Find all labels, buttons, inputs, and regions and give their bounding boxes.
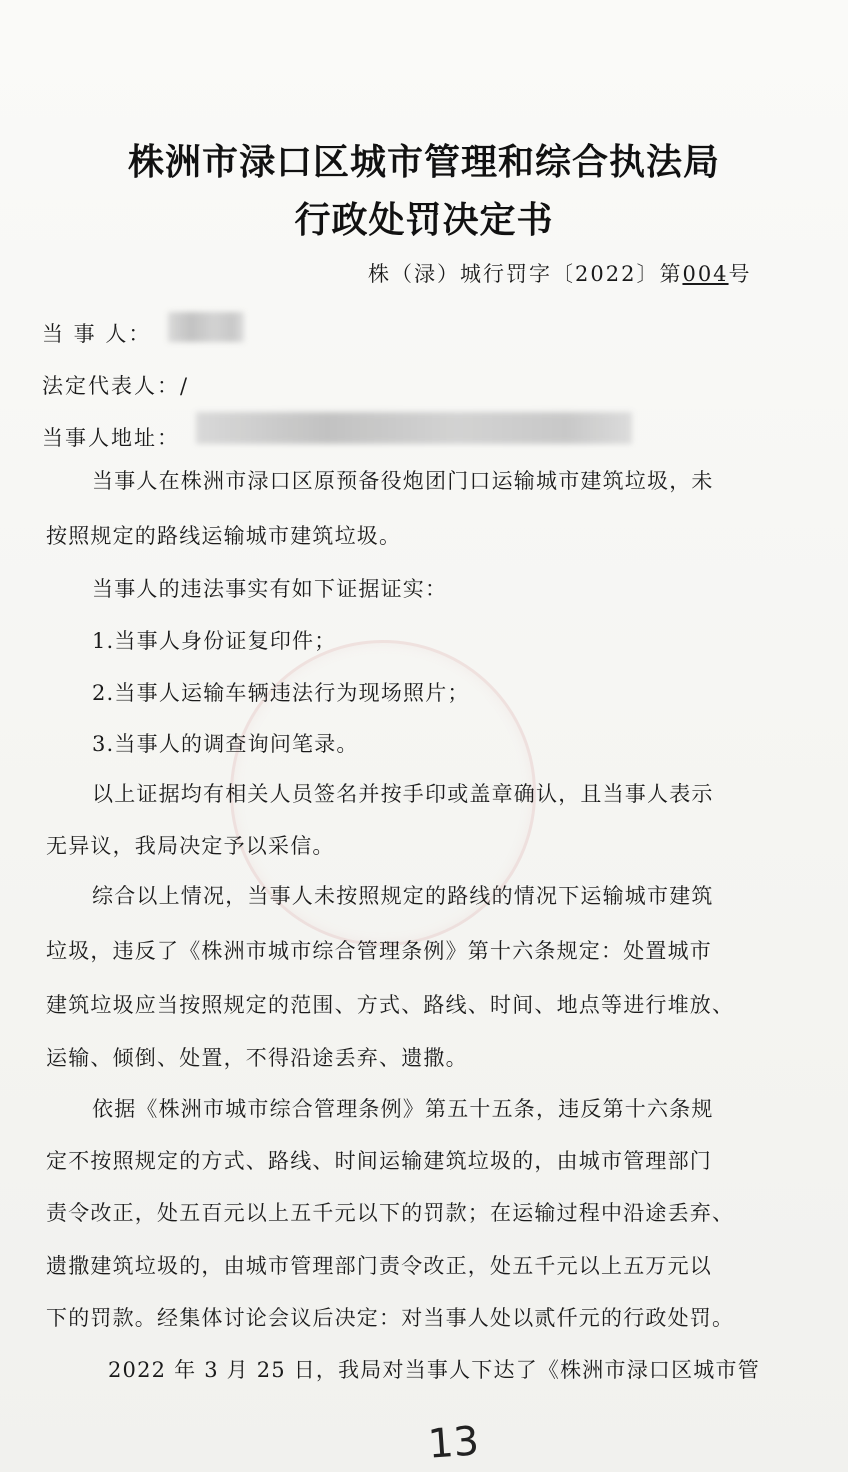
body-line: 以上证据均有相关人员签名并按手印或盖章确认，且当事人表示	[92, 782, 714, 806]
party-address-redacted	[196, 412, 632, 444]
body-line: 依据《株洲市城市综合管理条例》第五十五条，违反第十六条规	[92, 1097, 714, 1121]
party-name-redacted	[168, 312, 244, 342]
body-line: 综合以上情况，当事人未按照规定的路线的情况下运输城市建筑	[92, 884, 714, 908]
body-line: 定不按照规定的方式、路线、时间运输建筑垃圾的，由城市管理部门	[46, 1149, 712, 1173]
body-line: 3.当事人的调查询问笔录。	[92, 732, 359, 756]
body-line: 按照规定的路线运输城市建筑垃圾。	[46, 524, 402, 548]
body-line: 当事人在株洲市渌口区原预备役炮团门口运输城市建筑垃圾，未	[92, 469, 714, 493]
document-number	[368, 258, 752, 288]
body-line: 无异议，我局决定予以采信。	[46, 834, 335, 858]
body-line: 垃圾，违反了《株洲市城市综合管理条例》第十六条规定：处置城市	[46, 939, 712, 963]
legal-rep-value: /	[180, 374, 188, 398]
party-label: 当 事 人：	[42, 322, 152, 346]
party-field	[42, 318, 151, 348]
body-line: 2.当事人运输车辆违法行为现场照片；	[92, 681, 470, 705]
body-line: 1.当事人身份证复印件；	[92, 629, 337, 653]
body-line: 下的罚款。经集体讨论会议后决定：对当事人处以贰仟元的行政处罚。	[46, 1306, 735, 1330]
address-field	[42, 422, 180, 452]
body-line: 当事人的违法事实有如下证据证实：	[92, 577, 448, 601]
handwritten-page-number: 13	[426, 1418, 481, 1468]
address-label: 当事人地址：	[42, 426, 180, 450]
body-line: 建筑垃圾应当按照规定的范围、方式、路线、时间、地点等进行堆放、	[46, 993, 735, 1017]
body-line: 运输、倾倒、处置，不得沿途丢弃、遗撒。	[46, 1046, 468, 1070]
agency-title: 株洲市渌口区城市管理和综合执法局	[127, 141, 720, 183]
legal-rep-label: 法定代表人：	[42, 374, 180, 398]
body-line: 2022 年 3 月 25 日，我局对当事人下达了《株洲市渌口区城市管	[108, 1358, 760, 1382]
document-number-prefix: 株（渌）城行罚字〔2022〕第	[368, 262, 683, 286]
document-title: 行政处罚决定书	[294, 199, 554, 241]
document-number-suffix: 号	[728, 262, 752, 286]
body-line: 遗撒建筑垃圾的，由城市管理部门责令改正，处五千元以上五万元以	[46, 1254, 712, 1278]
body-line: 责令改正，处五百元以上五千元以下的罚款；在运输过程中沿途丢弃、	[46, 1201, 735, 1225]
document-number-value: 004	[682, 262, 729, 286]
legal-rep-field	[42, 370, 187, 400]
